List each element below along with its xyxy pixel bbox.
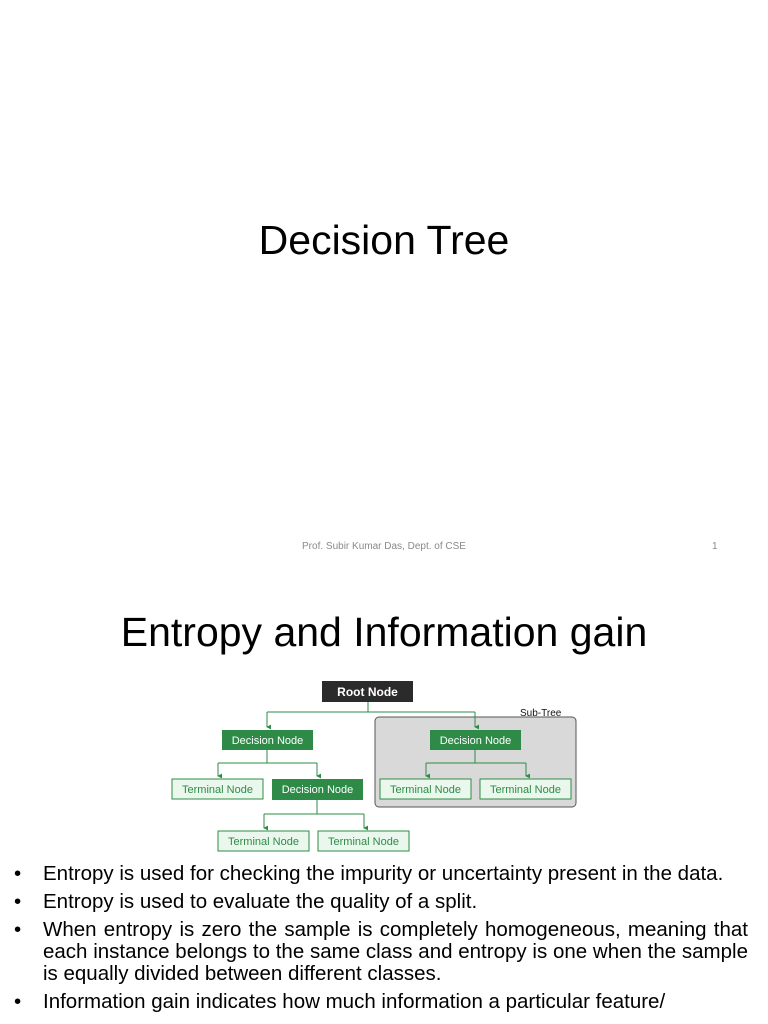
subtree-label: Sub-Tree xyxy=(520,708,562,719)
bullet-item xyxy=(14,863,748,885)
slide-2 xyxy=(0,576,768,1024)
bullet-glyph: • xyxy=(14,990,22,1013)
svg-text:Root Node: Root Node xyxy=(337,685,398,699)
bullet-text: Entropy is used to evaluate the quality of a split. xyxy=(43,890,478,913)
decision-node-right xyxy=(430,730,521,750)
svg-text:Decision Node: Decision Node xyxy=(231,735,304,747)
slide-footer: Prof. Subir Kumar Das, Dept. of CSE xyxy=(302,541,466,552)
svg-text:Terminal Node: Terminal Node xyxy=(390,784,461,796)
root-node xyxy=(322,681,413,702)
decision-tree-diagram xyxy=(0,576,768,866)
bullet-item xyxy=(14,991,748,1013)
svg-text:Terminal Node: Terminal Node xyxy=(490,784,561,796)
terminal-node xyxy=(218,831,309,851)
bullet-text: Entropy is used for checking the impurity or uncertainty present in the data. xyxy=(43,862,724,885)
svg-text:Decision Node: Decision Node xyxy=(281,784,354,796)
bullet-glyph: • xyxy=(14,918,22,941)
decision-node-mid xyxy=(272,779,363,800)
decision-node-left xyxy=(222,730,313,750)
terminal-node xyxy=(172,779,263,799)
bullet-text: Information gain indicates how much information a particular feature/ xyxy=(43,990,666,1013)
bullet-item xyxy=(14,919,748,985)
terminal-node xyxy=(480,779,571,799)
svg-text:Terminal Node: Terminal Node xyxy=(228,836,299,848)
svg-text:Terminal Node: Terminal Node xyxy=(182,784,253,796)
svg-text:Decision Node: Decision Node xyxy=(439,735,512,747)
bullet-glyph: • xyxy=(14,890,22,913)
slide-title: Entropy and Information gain xyxy=(120,609,648,655)
page-number: 1 xyxy=(712,541,718,552)
svg-text:Terminal Node: Terminal Node xyxy=(328,836,399,848)
bullet-text: When entropy is zero the sample is completely homogeneous, meaning that each instance belongs to the same class and entropy is one when the sample is equally divided between different classes. xyxy=(43,918,748,985)
slide-title: Decision Tree xyxy=(258,217,510,263)
terminal-node xyxy=(380,779,471,799)
bullet-glyph: • xyxy=(14,862,22,885)
terminal-node xyxy=(318,831,409,851)
bullet-item xyxy=(14,891,748,913)
bullet-list xyxy=(14,863,748,1019)
